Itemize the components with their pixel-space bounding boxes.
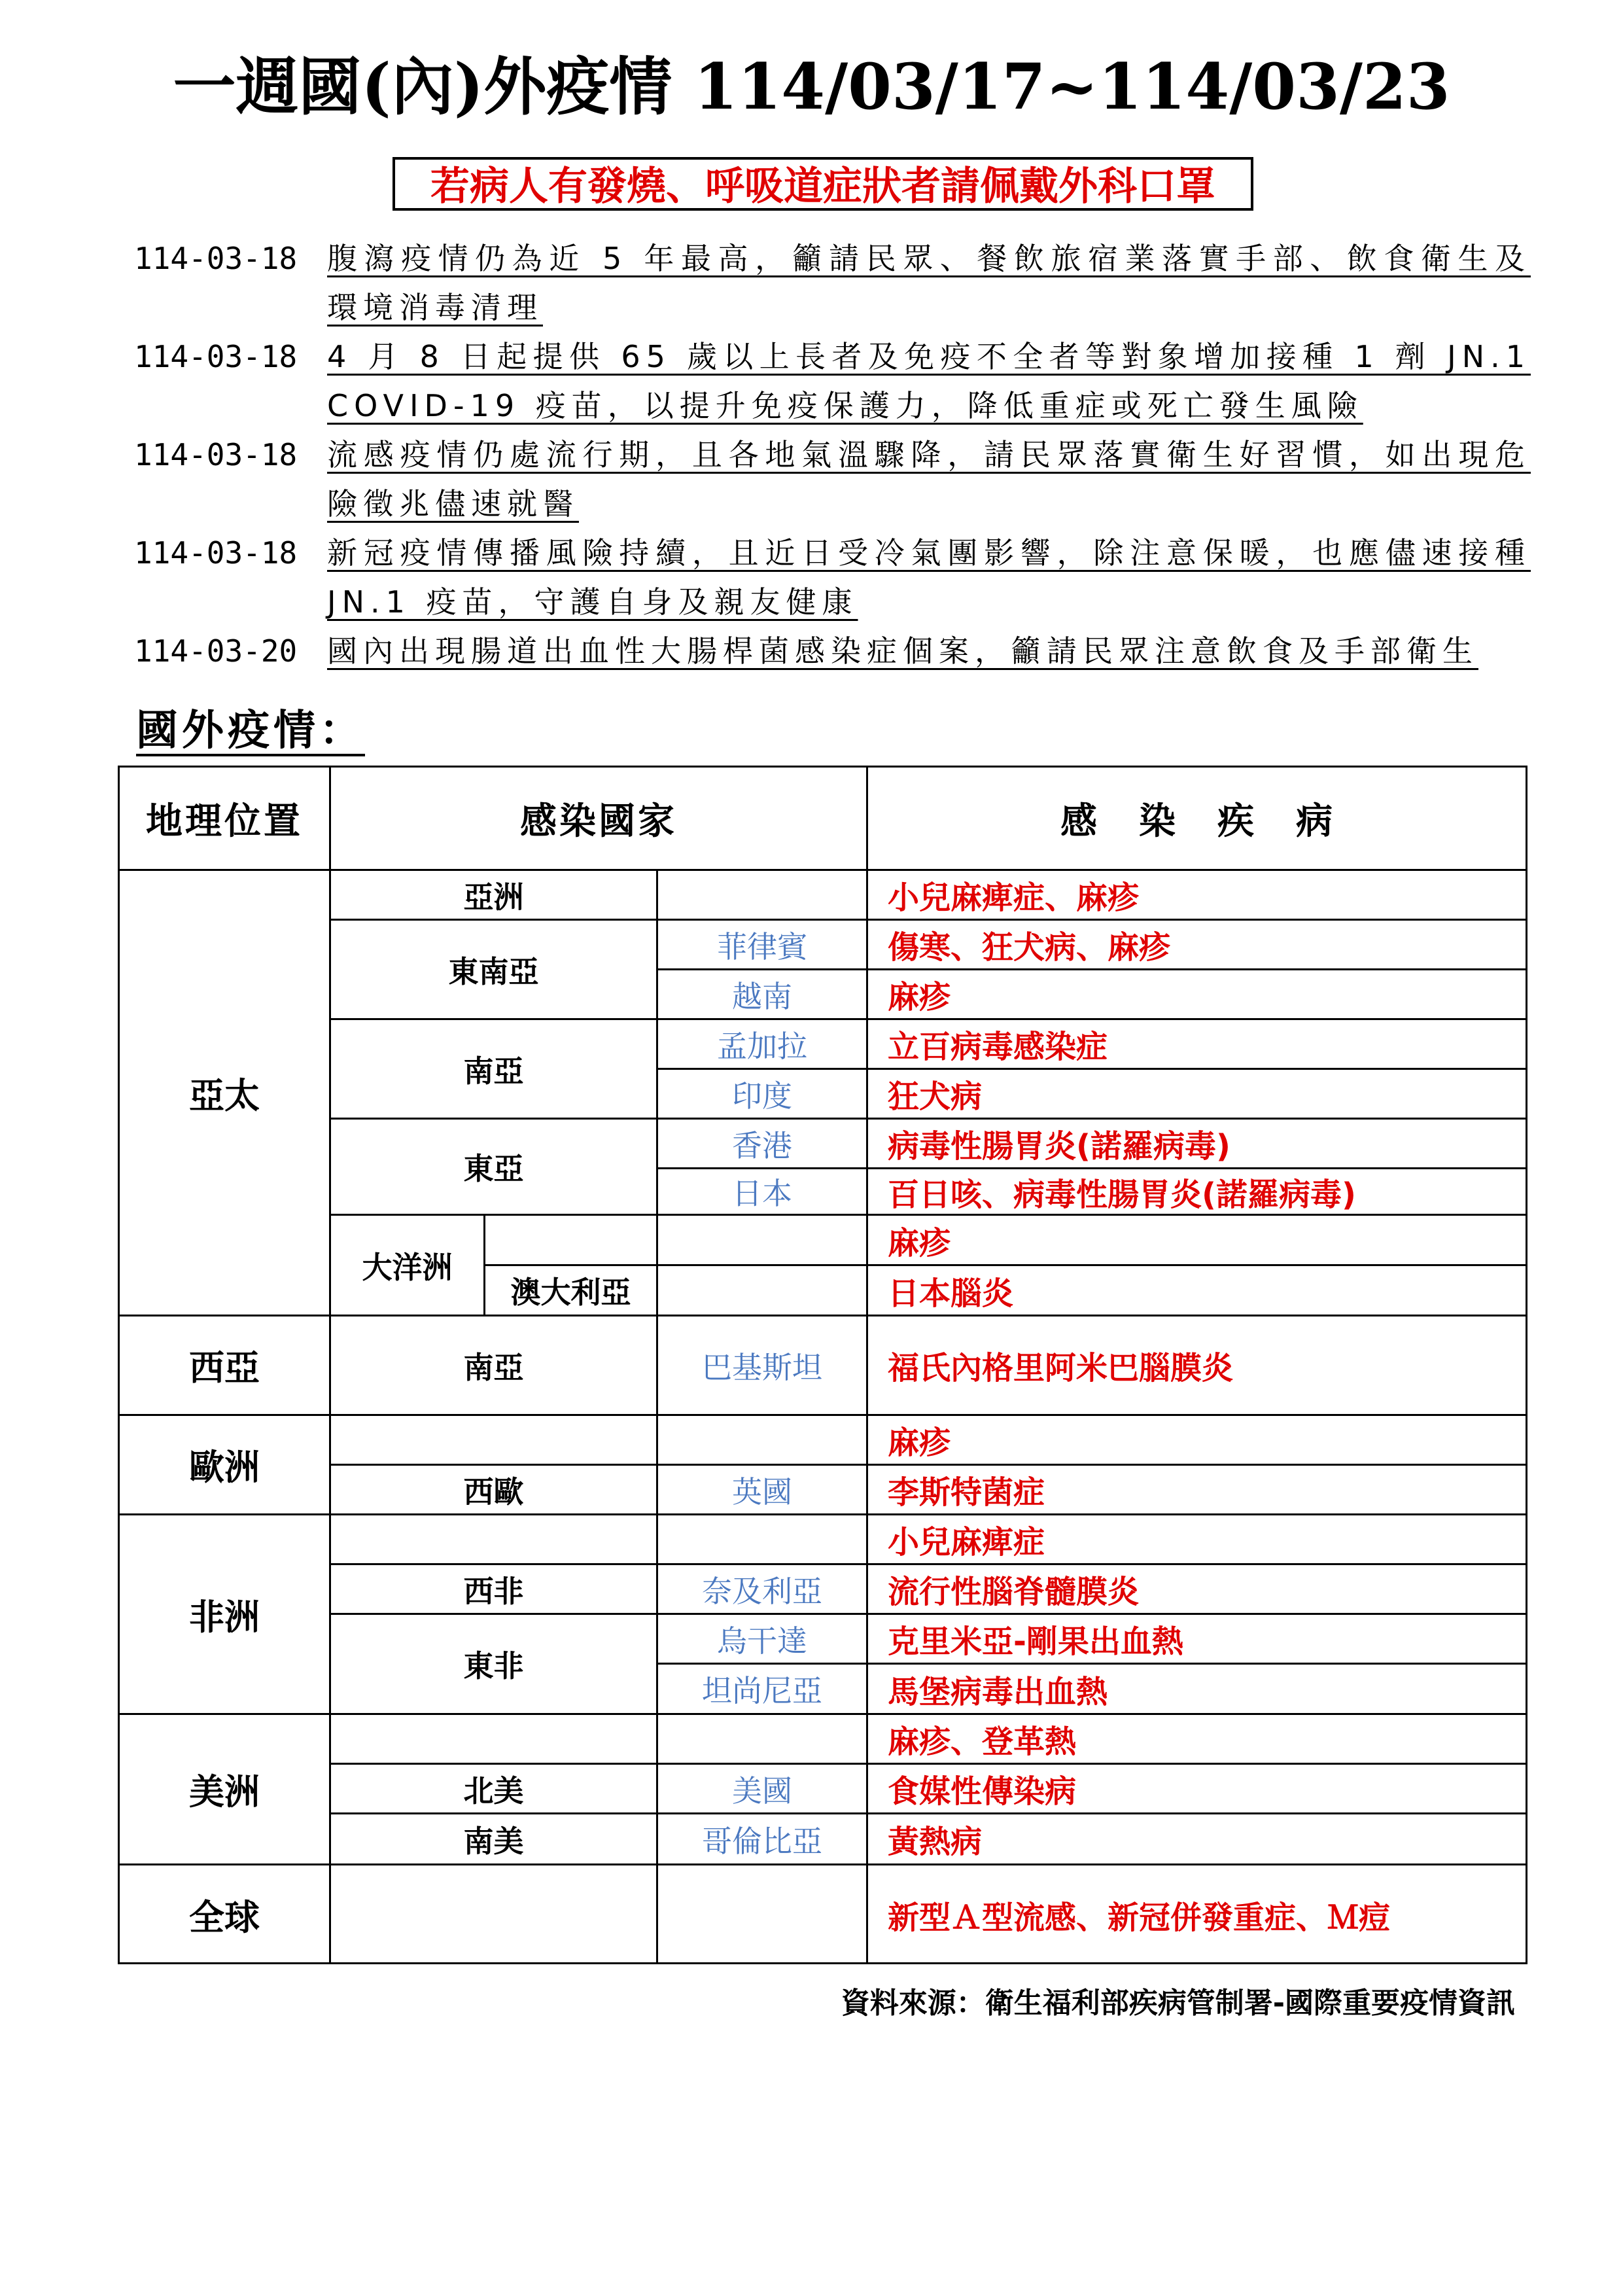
disease-cell: 傷寒、狂犬病、麻疹 xyxy=(888,929,1171,966)
country-cell: 坦尚尼亞 xyxy=(702,1673,822,1708)
region-africa: 非洲 xyxy=(189,1596,260,1638)
region-americas: 美洲 xyxy=(189,1771,260,1812)
disease-cell: 李斯特菌症 xyxy=(888,1474,1045,1511)
country-cell: 奈及利亞 xyxy=(702,1573,822,1609)
subregion-cell: 大洋洲 xyxy=(362,1249,453,1285)
header-country: 感染國家 xyxy=(520,800,677,843)
news-date: 114-03-18 xyxy=(134,339,298,374)
page-title: 一週國(內)外疫情 114/03/17~114/03/23 xyxy=(173,50,1450,124)
disease-cell: 百日咳、病毒性腸胃炎(諾羅病毒) xyxy=(888,1176,1356,1213)
subregion-cell: 東南亞 xyxy=(448,953,539,989)
news-date: 114-03-18 xyxy=(134,241,298,276)
country-cell: 香港 xyxy=(732,1127,792,1163)
country-cell: 孟加拉 xyxy=(717,1028,807,1064)
news-date: 114-03-18 xyxy=(134,535,298,571)
disease-cell: 馬堡病毒出血熱 xyxy=(888,1673,1108,1710)
region-asia-pacific: 亞太 xyxy=(189,1074,260,1116)
outbreak-table xyxy=(118,766,1527,1964)
subregion-cell: 亞洲 xyxy=(463,879,524,915)
subregion-cell: 東非 xyxy=(463,1648,524,1684)
country-cell: 烏干達 xyxy=(717,1623,807,1659)
disease-cell: 福氏內格里阿米巴腦膜炎 xyxy=(888,1350,1234,1386)
disease-cell: 日本腦炎 xyxy=(888,1275,1014,1312)
subregion-cell: 西非 xyxy=(463,1573,524,1609)
header-region: 地理位置 xyxy=(146,800,303,843)
subregion-cell: 南亞 xyxy=(463,1349,524,1385)
disease-cell: 食媒性傳染病 xyxy=(888,1773,1077,1810)
news-date: 114-03-20 xyxy=(134,633,298,669)
mask-notice: 若病人有發燒、呼吸道症狀者請佩戴外科口罩 xyxy=(393,157,1253,211)
news-text: 流感疫情仍處流行期，且各地氣溫驟降，請民眾落實衛生好習慣，如出現危險徵兆儘速就醫 xyxy=(327,437,1531,521)
disease-cell: 立百病毒感染症 xyxy=(888,1029,1108,1065)
country-cell: 哥倫比亞 xyxy=(702,1823,822,1859)
section-heading: 國外疫情： xyxy=(136,707,365,755)
disease-cell: 小兒麻痺症、麻疹 xyxy=(888,879,1140,916)
country-cell: 越南 xyxy=(732,978,792,1014)
country-cell: 菲律賓 xyxy=(717,928,807,964)
news-text: 腹瀉疫情仍為近 5 年最高，籲請民眾、餐飲旅宿業落實手部、飲食衛生及環境消毒清理 xyxy=(327,241,1531,325)
data-source: 資料來源：衛生福利部疾病管制署-國際重要疫情資訊 xyxy=(841,1987,1515,2020)
disease-cell: 新型Ａ型流感、新冠併發重症、Ｍ痘 xyxy=(888,1899,1391,1936)
subregion-cell: 西歐 xyxy=(463,1474,524,1510)
disease-cell: 狂犬病 xyxy=(888,1078,983,1115)
country-cell: 巴基斯坦 xyxy=(702,1349,822,1385)
country-cell: 美國 xyxy=(732,1773,792,1809)
disease-cell: 麻疹 xyxy=(888,979,951,1016)
news-date: 114-03-18 xyxy=(134,437,298,472)
disease-cell: 小兒麻痺症 xyxy=(888,1524,1045,1561)
country-cell: 英國 xyxy=(732,1474,792,1510)
subregion-cell: 東亞 xyxy=(463,1151,524,1186)
subregion-cell: 北美 xyxy=(463,1773,524,1809)
news-text: 4 月 8 日起提供 65 歲以上長者及免疫不全者等對象增加接種 1 劑 JN.1 COVID-19 疫苗，以提升免疫保護力，降低重症或死亡發生風險 xyxy=(327,339,1531,423)
disease-cell: 流行性腦脊髓膜炎 xyxy=(888,1574,1140,1610)
region-west-asia: 西亞 xyxy=(189,1347,260,1388)
disease-cell: 麻疹、登革熱 xyxy=(888,1723,1077,1760)
subregion-cell: 南亞 xyxy=(463,1053,524,1089)
country-cell: 印度 xyxy=(732,1078,792,1114)
news-text: 新冠疫情傳播風險持續，且近日受冷氣團影響，除注意保暖，也應儘速接種 JN.1 疫苗，守護自身及親友健康 xyxy=(327,535,1531,620)
subregion-cell: 南美 xyxy=(463,1823,524,1859)
subregion-cell: 澳大利亞 xyxy=(510,1275,631,1310)
header-disease: 感 染 疾 病 xyxy=(1060,800,1335,843)
disease-cell: 麻疹 xyxy=(888,1424,951,1461)
country-cell: 日本 xyxy=(732,1176,792,1211)
disease-cell: 麻疹 xyxy=(888,1224,951,1262)
disease-cell: 病毒性腸胃炎(諾羅病毒) xyxy=(888,1128,1230,1165)
disease-cell: 黃熱病 xyxy=(888,1824,983,1860)
news-text: 國內出現腸道出血性大腸桿菌感染症個案，籲請民眾注意飲食及手部衛生 xyxy=(327,633,1478,669)
region-europe: 歐洲 xyxy=(189,1447,260,1488)
disease-cell: 克里米亞-剛果出血熱 xyxy=(888,1623,1183,1660)
region-global: 全球 xyxy=(189,1897,260,1938)
